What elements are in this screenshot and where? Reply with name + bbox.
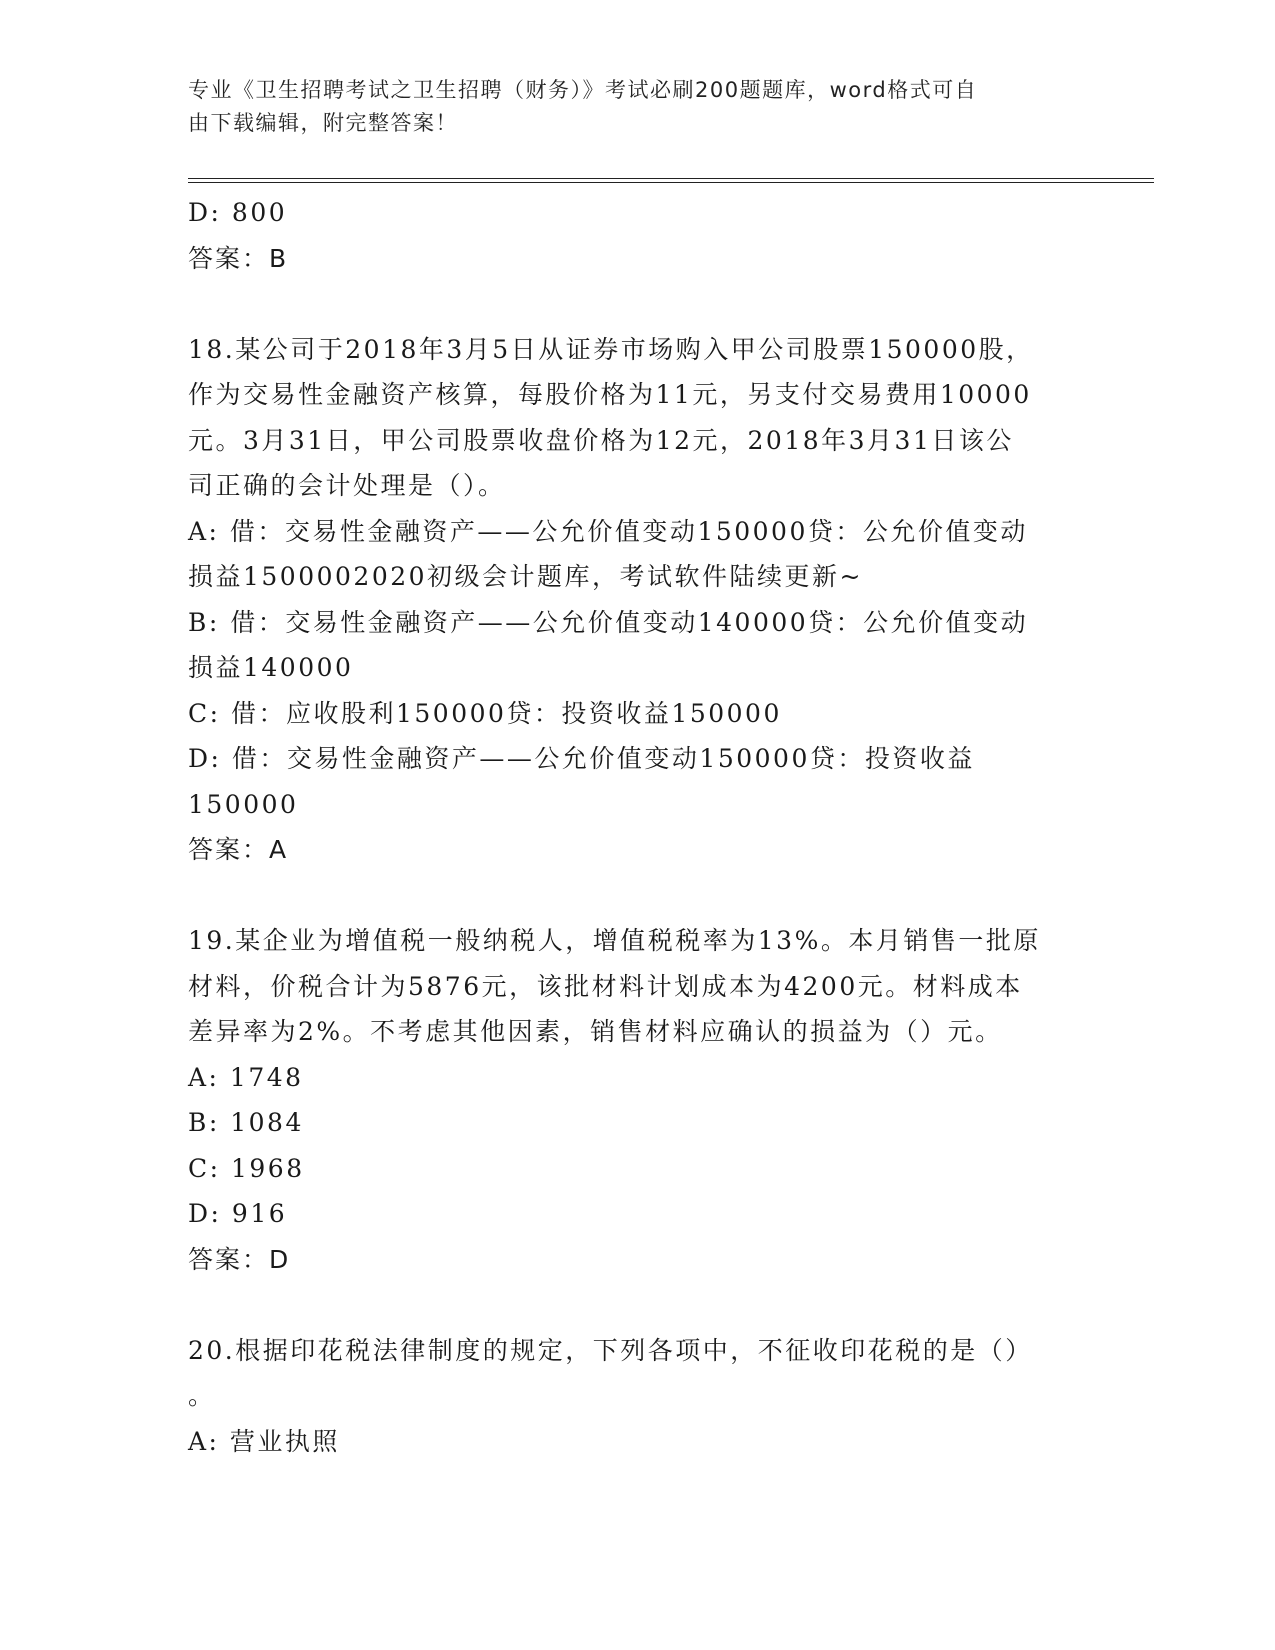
q18-option-b-cont: 损益140000 <box>188 653 354 682</box>
prev-option-d: D: 800 <box>188 198 288 227</box>
q19-option-a: A: 1748 <box>188 1062 304 1092</box>
q19-answer: 答案：D <box>188 1244 291 1274</box>
header-double-rule <box>188 178 1154 183</box>
q19-stem-line: 19.某企业为增值税一般纳税人，增值税税率为13%。本月销售一批原 <box>188 926 1041 955</box>
question-spacer <box>188 281 1088 327</box>
q18-stem-line: 18.某公司于2018年3月5日从证券市场购入甲公司股票150000股， <box>188 334 1034 364</box>
q18-stem-line: 作为交易性金融资产核算，每股价格为11元，另支付交易费用10000 <box>188 380 1032 409</box>
q18-option-d-cont: 150000 <box>188 789 299 819</box>
prev-answer: 答案：B <box>188 243 289 273</box>
q18-option-a-cont: 损益1500002020初级会计题库，考试软件陆续更新~ <box>188 562 864 591</box>
q20-stem-line: 。 <box>188 1381 216 1410</box>
question-spacer <box>188 1282 1088 1328</box>
q18-stem-line: 司正确的会计处理是（）。 <box>188 471 506 500</box>
q20-stem-line: 20.根据印花税法律制度的规定，下列各项中，不征收印花税的是（） <box>188 1335 1033 1365</box>
q19-option-c: C: 1968 <box>188 1153 305 1183</box>
q19-stem-line: 差异率为2%。不考虑其他因素，销售材料应确认的损益为（）元。 <box>188 1017 1003 1046</box>
q20-option-a: A: 营业执照 <box>188 1426 340 1456</box>
q19-stem-line: 材料，价税合计为5876元，该批材料计划成本为4200元。材料成本 <box>188 971 1023 1001</box>
q18-option-a: A: 借：交易性金融资产——公允价值变动150000贷：公允价值变动 <box>188 516 1028 546</box>
q19-option-d: D: 916 <box>188 1199 288 1228</box>
q18-option-b: B: 借：交易性金融资产——公允价值变动140000贷：公允价值变动 <box>188 607 1029 637</box>
q19-option-b: B: 1084 <box>188 1108 304 1137</box>
question-19 <box>188 918 1088 1282</box>
q18-option-d: D: 借：交易性金融资产——公允价值变动150000贷：投资收益 <box>188 744 975 773</box>
q18-option-c: C: 借：应收股利150000贷：投资收益150000 <box>188 698 782 728</box>
header-line-2: 由下载编辑，附完整答案！ <box>188 111 458 135</box>
document-body <box>188 190 1088 1464</box>
q18-stem-line: 元。3月31日，甲公司股票收盘价格为12元，2018年3月31日该公 <box>188 425 1014 455</box>
q18-answer: 答案：A <box>188 835 289 864</box>
question-18 <box>188 327 1088 873</box>
header-line-1: 专业《卫生招聘考试之卫生招聘（财务）》考试必刷200题题库，word格式可自 <box>188 78 978 102</box>
prev-question <box>188 190 1088 281</box>
question-20 <box>188 1328 1088 1465</box>
page-header <box>188 74 1088 140</box>
question-spacer <box>188 873 1088 919</box>
